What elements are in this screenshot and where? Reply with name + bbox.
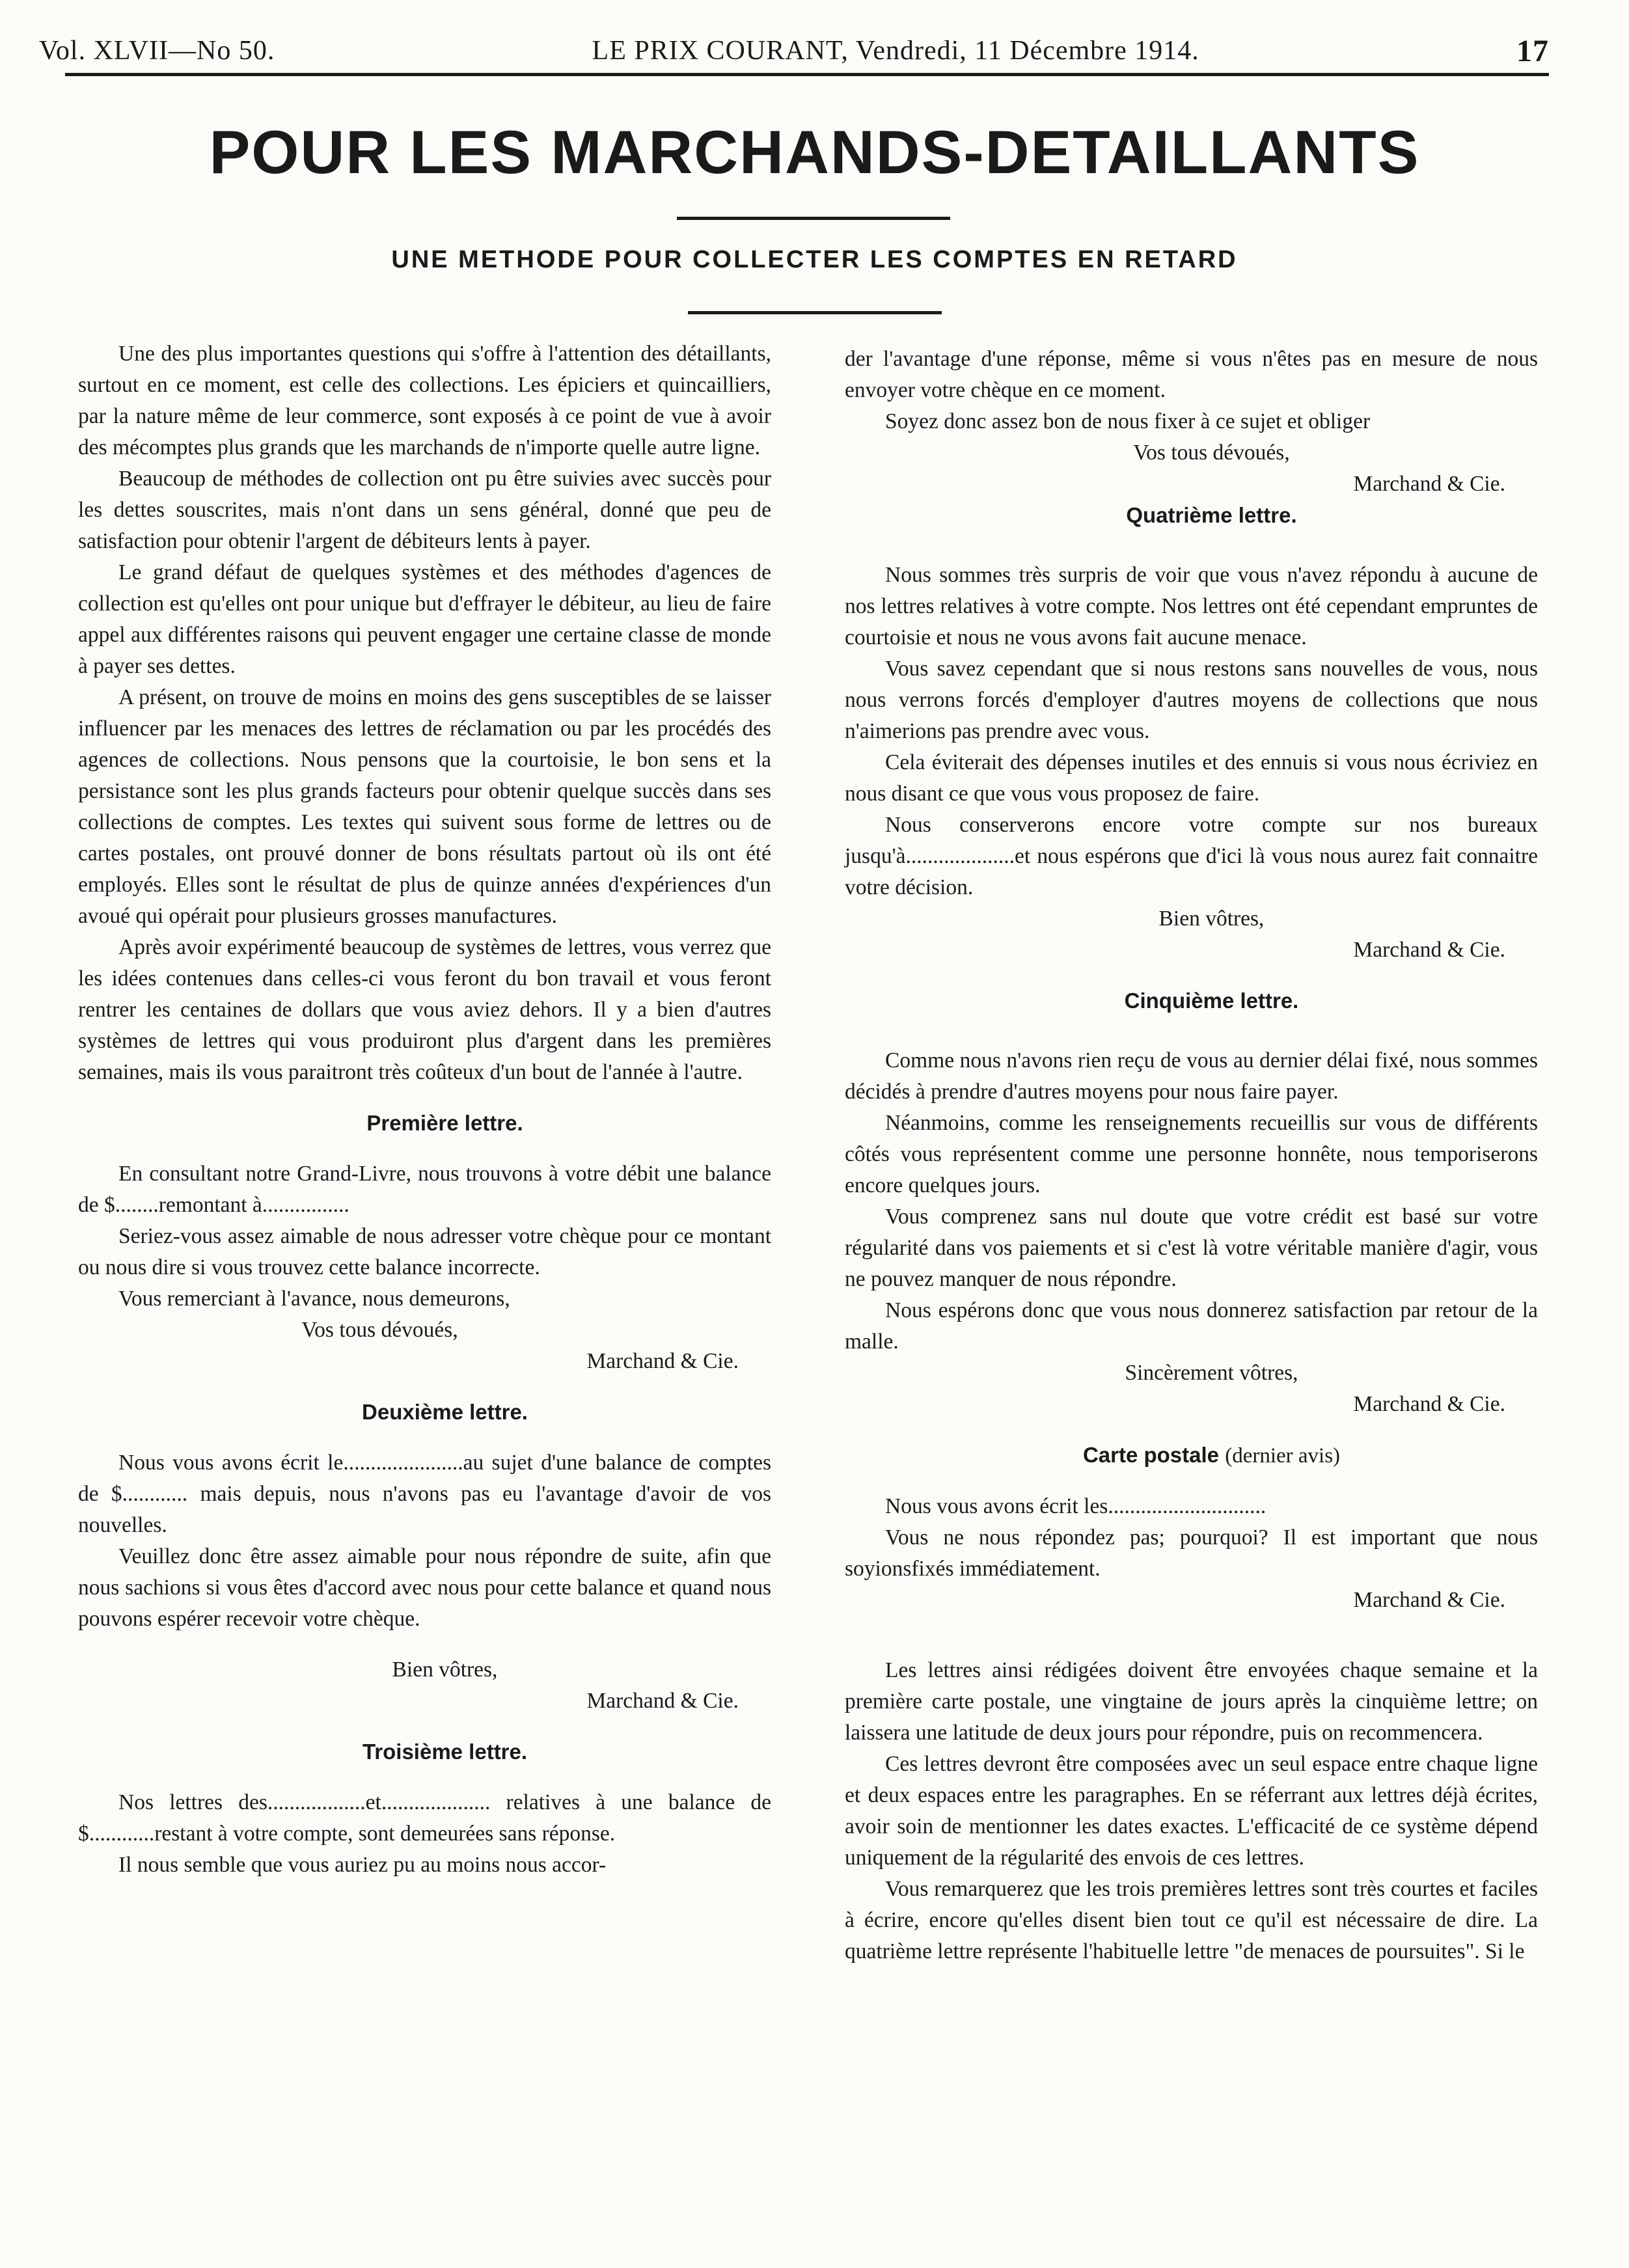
letter-text: Vous savez cependant que si nous restons sans nouvelles de vous, nous nous verrons forcés d'employer d'autres moyens de collections que nous n'aimerions pas prendre avec vous. [845, 657, 1538, 743]
letter-text: Il nous semble que vous auriez pu au moins nous accor- [118, 1853, 607, 1877]
paragraph: Les lettres ainsi rédigées doivent être envoyées chaque semaine et la première carte postale, une vingtaine de jours après la cinquième lettre; on laissera une latitude de deux jours pour répondre, puis on recommencera. [845, 1658, 1538, 1745]
left-column [78, 338, 771, 1881]
header-rule [65, 73, 1549, 76]
letter-text: Comme nous n'avons rien reçu de vous au dernier délai fixé, nous sommes décidés à prendre d'autres moyens pour nous faire payer. [845, 1048, 1538, 1104]
paragraph: Le grand défaut de quelques systèmes et des méthodes d'agences de collection est qu'elles ont pour unique but d'effrayer le débiteur, au lieu de faire appel aux différentes raisons qui peuvent engager une certaine classe de monde à payer ses dettes. [78, 560, 771, 678]
letter-heading-first: Première lettre. [366, 1111, 523, 1135]
letter-text: Nous sommes très surpris de voir que vous n'avez répondu à aucune de nos lettres relatives à votre compte. Nos lettres ont été cependant empruntes de courtoisie et nous ne vous avons fait aucune menace. [845, 563, 1538, 649]
letter-heading-third: Troisième lettre. [362, 1740, 528, 1764]
letter-text: Soyez donc assez bon de nous fixer à ce sujet et obliger [885, 409, 1371, 433]
letter-text: Nous vous avons écrit les............................. [885, 1494, 1266, 1518]
letter-signature: Marchand & Cie. [586, 1689, 739, 1713]
letter-heading-second: Deuxième lettre. [362, 1400, 528, 1424]
letter-text: Vous ne nous répondez pas; pourquoi? Il est important que nous soyionsfixés immédiatement. [845, 1525, 1538, 1581]
article-title: POUR LES MARCHANDS-DETAILLANTS [209, 118, 1420, 186]
letter-text: Vous remerciant à l'avance, nous demeurons, [118, 1287, 510, 1311]
letter-signature: Marchand & Cie. [1353, 938, 1505, 962]
paragraph: Après avoir expérimenté beaucoup de systèmes de lettres, vous verrez que les idées contenues dans celles-ci vous feront du bon travail et vous feront rentrer les centaines de dollars que vous aviez dehors. Il y a bien d'autres systèmes de lettres qui vous produiront plus d'argent dans les premières semaines, mais ils vous paraitront très coûteux d'un bout de l'année à l'autre. [78, 935, 771, 1084]
letter-text: Vous comprenez sans nul doute que votre crédit est basé sur votre régularité dans vos paiements et si c'est là votre véritable manière d'agir, vous ne pouvez manquer de nous répondre. [845, 1205, 1538, 1291]
letter-heading-fifth: Cinquième lettre. [1124, 989, 1299, 1013]
page-number: 17 [1516, 33, 1549, 68]
letter-text: Seriez-vous assez aimable de nous adresser votre chèque pour ce montant ou nous dire si vous trouvez cette balance incorrecte. [78, 1224, 771, 1279]
right-column [845, 344, 1538, 1967]
letter-closing: Bien vôtres, [392, 1658, 498, 1682]
letter-signature: Marchand & Cie. [1353, 1588, 1505, 1612]
paragraph: Ces lettres devront être composées avec un seul espace entre chaque ligne et deux espaces entre les paragraphes. En se réferrant aux lettres déjà écrites, avoir soin de mentionner les dates exactes. L'efficacité de ce système dépend uniquement de la régularité des envois de ces lettres. [845, 1752, 1538, 1870]
letter-text: der l'avantage d'une réponse, même si vous n'êtes pas en mesure de nous envoyer votre chèque en ce moment. [845, 347, 1538, 402]
paragraph: Vous remarquerez que les trois premières lettres sont très courtes et faciles à écrire, encore qu'elles disent bien tout ce qu'il est nécessaire de dire. La quatrième lettre représente l'habituelle lettre "de menaces de poursuites". Si le [845, 1877, 1538, 1963]
letter-text: Nous espérons donc que vous nous donnerez satisfaction par retour de la malle. [845, 1298, 1538, 1354]
letter-closing: Bien vôtres, [1158, 907, 1265, 931]
letter-text: Néanmoins, comme les renseignements recueillis sur vous de différents côtés vous représentent comme une personne honnête, nous temporiserons encore quelques jours. [845, 1111, 1538, 1197]
letter-closing: Vos tous dévoués, [301, 1318, 458, 1342]
letter-signature: Marchand & Cie. [1353, 472, 1505, 496]
paragraph: A présent, on trouve de moins en moins des gens susceptibles de se laisser influencer par les menaces des lettres de réclamation ou par les procédés des agences de collections. Nous pensons que la courtoisie, le bon sens et la persistance sont les plus grands facteurs pour obtenir quelque succès dans ses collections de comptes. Les textes qui suivent sous forme de lettres ou de cartes postales, ont prouvé donner de bons résultats partout où ils ont été employés. Elles sont le résultat de plus de quinze années d'expériences d'un avoué qui opérait pour plusieurs grosses manufactures. [78, 685, 771, 928]
paragraph: Beaucoup de méthodes de collection ont pu être suivies avec succès pour les dettes souscrites, mais n'ont dans un sens général, donné que peu de satisfaction pour obtenir l'argent de débiteurs lents à payer. [78, 467, 771, 553]
postcard-note: (dernier avis) [1225, 1444, 1341, 1468]
title-rule [677, 217, 950, 220]
postcard-heading [845, 1440, 1538, 1471]
letter-text: Cela éviterait des dépenses inutiles et des ennuis si vous nous écriviez en nous disant ce que vous vous proposez de faire. [845, 750, 1538, 806]
letter-text: Nous vous avons écrit le......................au sujet d'une balance de comptes de $............ mais depuis, nous n'avons pas eu l'avantage d'avoir de vos nouvelles. [78, 1451, 771, 1537]
letter-text: En consultant notre Grand-Livre, nous trouvons à votre débit une balance de $........remontant à................ [78, 1162, 771, 1217]
letter-signature: Marchand & Cie. [1353, 1392, 1505, 1416]
letter-heading-fourth: Quatrième lettre. [1126, 503, 1297, 527]
article-subtitle: UNE METHODE POUR COLLECTER LES COMPTES EN RETARD [391, 246, 1238, 273]
newspaper-title-date: LE PRIX COURANT, Vendredi, 11 Décembre 1914. [592, 36, 1199, 66]
letter-signature: Marchand & Cie. [586, 1349, 739, 1373]
volume-number: Vol. XLVII—No 50. [39, 36, 275, 66]
letter-closing: Sincèrement vôtres, [1125, 1361, 1298, 1385]
subtitle-rule [688, 311, 942, 314]
letter-text: Nous conserverons encore votre compte sur nos bureaux jusqu'à....................et nous espérons que d'ici là vous nous aurez fait connaitre votre décision. [845, 813, 1538, 899]
paragraph: Une des plus importantes questions qui s'offre à l'attention des détaillants, surtout en ce moment, est celle des collections. Les épiciers et quincailliers, par la nature même de leur commerce, sont exposés à ce point de vue à avoir des mécomptes plus grands que les marchands de n'importe quelle autre ligne. [78, 342, 771, 459]
letter-text: Veuillez donc être assez aimable pour nous répondre de suite, afin que nous sachions si vous êtes d'accord avec nous pour cette balance et quand nous pouvons espérer recevoir votre chèque. [78, 1544, 771, 1631]
letter-text: Nos lettres des..................et.................... relatives à une balance de $............restant à votre compte, sont demeurées sans réponse. [78, 1790, 771, 1846]
letter-closing: Vos tous dévoués, [1133, 441, 1290, 465]
running-header [39, 26, 1549, 75]
postcard-title: Carte postale [1082, 1443, 1220, 1467]
